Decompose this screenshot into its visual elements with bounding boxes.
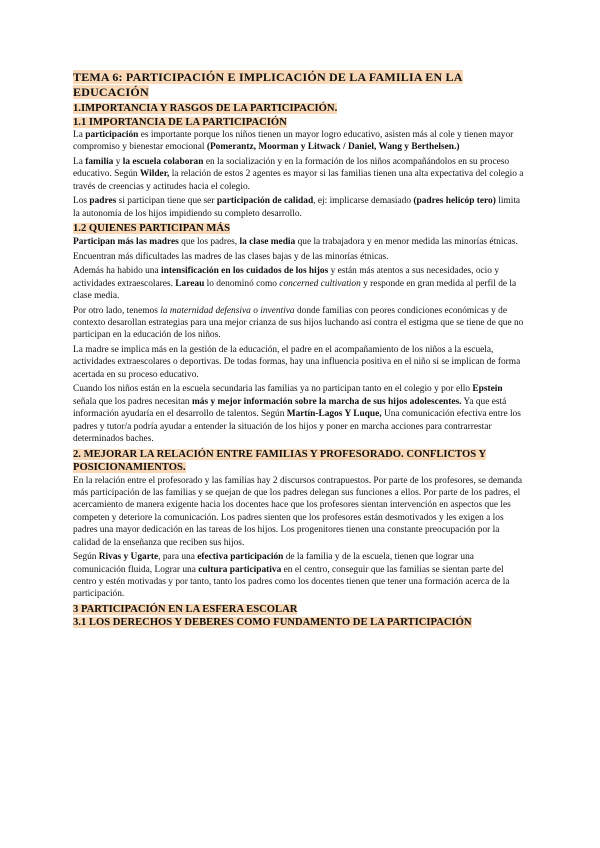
paragraph-defensive-maternity: Por otro lado, tenemos la maternidad defensiva o inventiva donde familias con peores condiciones económicas y de contexto desarollan estrategias para una mejor crianza de sus hijos luchando así contra el estigma que se tiene de que no participan en la educación de los niños. [73, 305, 524, 341]
paragraph-importance: La participación es importante porque los niños tienen un mayor logro educativo, asisten más al cole y tienen mayor compromiso y bienestar emocional (Pomerantz, Moorman y Litwack / Daniel, Wang y Berthelsen.) [73, 130, 514, 153]
document-content [73, 70, 527, 630]
paragraph-mother-father: La madre se implica más en la gestión de la educación, el padre en el acompañamiento de los niños a la escuela, actividades extraescolares o deportivas. De todas formas, hay una influencia positiva en el niño si se implican de forma acertada en su proceso educativo. [73, 344, 521, 380]
paragraph-intensification: Además ha habido una intensificación en los cuidados de los hijos y están más atentos a sus necesidades, ocio y actividades extraescolares. Lareau lo denominó como concerned cultivation y responde en gran medida al perfil de la clase media. [73, 266, 517, 301]
heading-section-2: 2. MEJORAR LA RELACIÓN ENTRE FAMILIAS Y PROFESORADO. CONFLICTOS Y POSICIONAMIENTOS. [73, 448, 487, 474]
heading-section-3: 3 PARTICIPACIÓN EN LA ESFERA ESCOLAR [73, 603, 298, 615]
paragraph-who-participates: Participan más las madres que los padres, la clase media que la trabajadora y en menor medida las minorías étnicas. [73, 236, 518, 247]
heading-section-1: 1.IMPORTANCIA Y RASGOS DE LA PARTICIPACIÓN. [73, 103, 338, 114]
heading-section-1-1: 1.1 IMPORTANCIA DE LA PARTICIPACIÓN [73, 116, 287, 128]
paragraph-rivas-ugarte: Según Rivas y Ugarte, para una efectiva participación de la familia y de la escuela, tienen que lograr una comunicación fluida, Lograr una cultura participativa en el centro, conseguir que las familias se sientan parte del centro y estén motivadas y por tanto, tanto los padres como los docentes tienen que tener una formación acerca de la participación. [73, 552, 510, 600]
paragraph-secondary-school: Cuando los niños están en la escuela secundaria las familias ya no participan tanto en el colegio y por ello Epstein señala que los padres necesitan más y mejor información sobre la marcha de sus hijos adolescentes. Ya que está información ayudaría en el desarrollo de talentos. Según Martín-Lagos Y Luque, Una comunicación efectiva entre los padres y tutor/a podría ayudar a entender la situación de los hijos y poner en marcha acciones para contrarrestar determinados baches. [73, 384, 521, 444]
heading-section-3-1: 3.1 LOS DERECHOS Y DEBERES COMO FUNDAMENTO DE LA PARTICIPACIÓN [73, 617, 472, 629]
document-title: TEMA 6: PARTICIPACIÓN E IMPLICACIÓN DE LA FAMILIA EN LA EDUCACIÓN [73, 70, 463, 99]
heading-section-1-2: 1.2 QUIENES PARTICIPAN MÁS [73, 223, 230, 235]
paragraph-two-discourses: En la relación entre el profesorado y las familias hay 2 discursos contrapuestos. Por parte de los profesores, se demanda más participación de las familias y se quejan de que los padres delegan sus funciones a ellos. Por parte de los padres, el acercamiento de manera exigente hacia los docentes hace que los profesores sientan intervención en aspectos que les competen y deteriore la comunicación. Los padres sienten que los profesores están desmotivados y les exigen a los padres una mayor dedicación en las tareas de los hijos. Los progenitores tienen una constante preocupación por la calidad de la enseñanza que reciben sus hijos. [73, 475, 523, 548]
paragraph-parents-quality: Los padres si participan tiene que ser participación de calidad, ej: implicarse demasiado (padres helicóp tero) limita la autonomía de los hijos impidiendo su completo desarrollo. [73, 196, 521, 219]
paragraph-difficulties: Encuentran más dificultades las madres de las clases bajas y de las minorías étnicas. [73, 251, 389, 262]
paragraph-family-school: La familia y la escuela colaboran en la socialización y en la formación de los niños acompañándolos en su proceso educativo. Según Wilder, la relación de estos 2 agentes es mayor si las familias tienen una alta expectativa del colegio a través de creencias y actitudes hacia el colegio. [73, 157, 524, 192]
